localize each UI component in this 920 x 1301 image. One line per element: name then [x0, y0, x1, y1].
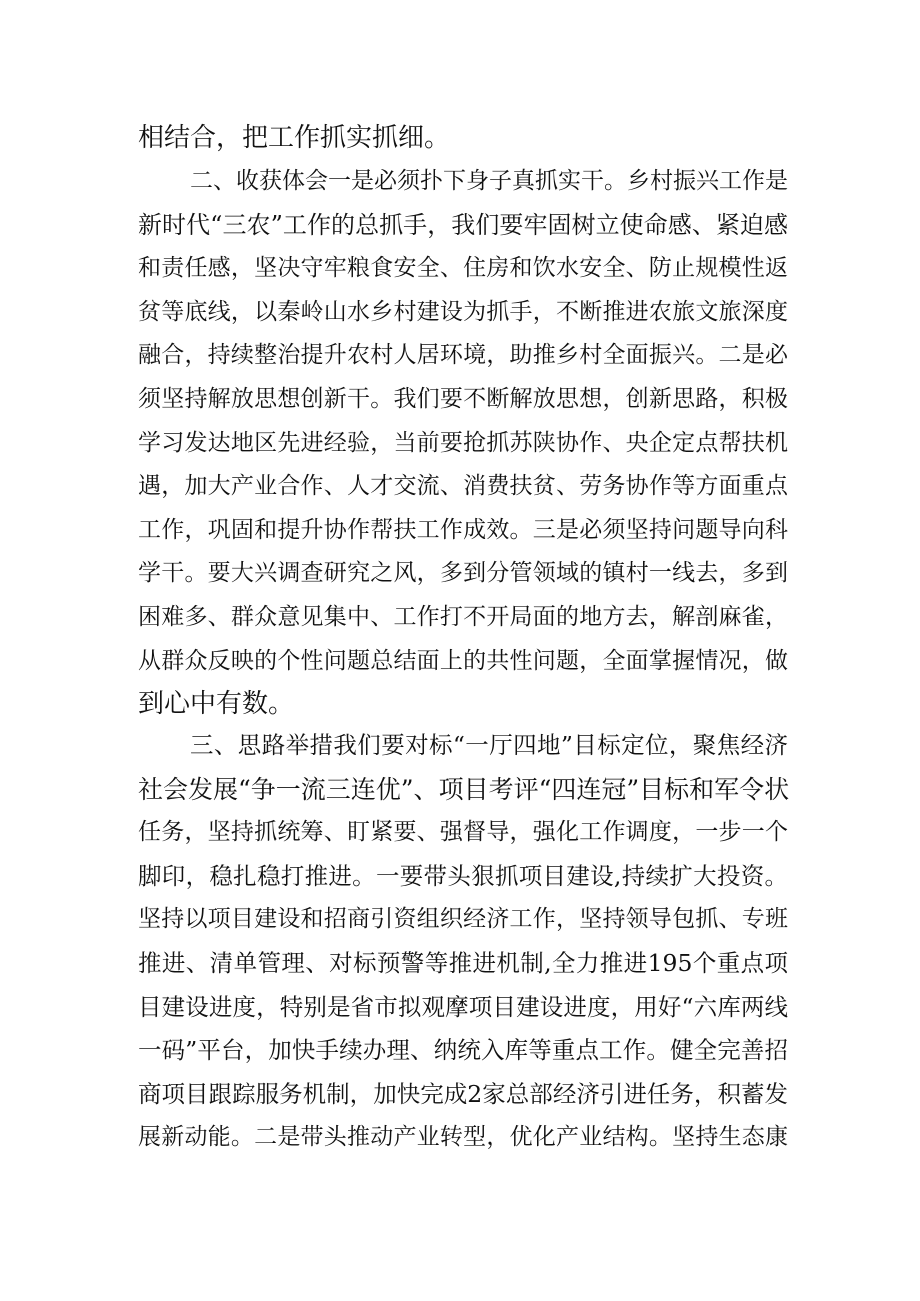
section-two-paragraph	[138, 160, 788, 727]
text-line: 新时代“三农”工作的总抓手，我们要牢固树立使命感、紧迫感	[138, 210, 788, 239]
text-line: 一码”平台，加快手续办理、纳统入库等重点工作。健全完善招	[138, 1036, 788, 1065]
text-line: 到心中有数。	[138, 689, 295, 720]
text-line: 和责任感，坚决守牢粮食安全、住房和饮水安全、防止规模性返	[138, 255, 788, 282]
text-line: 贫等底线，以秦岭山水乡村建设为抓手，不断推进农旅文旅深度	[138, 298, 788, 325]
text-line: 二、收获体会一是必须扑下身子真抓实干。乡村振兴工作是	[190, 168, 788, 194]
text-line: 从群众反映的个性问题总结面上的共性问题，全面掌握情况，做	[138, 647, 788, 674]
text-line: 须坚持解放思想创新干。我们要不断解放思想，创新思路，积极	[138, 385, 788, 412]
section-three-paragraph	[138, 724, 788, 1160]
text-line: 任务，坚持抓统筹、盯紧要、强督导，强化工作调度，一步一个	[138, 819, 788, 846]
text-line: 工作，巩固和提升协作帮扶工作成效。三是必须坚持问题导向科	[138, 516, 788, 543]
text-line: 学干。要大兴调查研究之风，多到分管领域的镇村一线去，多到	[138, 560, 788, 587]
text-line: 社会发展“争一流三连优”、项目考评“四连冠”目标和军令状	[138, 774, 790, 804]
text-line: 相结合，把工作抓实抓细。	[138, 123, 451, 153]
text-line: 商项目跟踪服务机制，加快完成2家总部经济引进任务，积蓄发	[138, 1079, 788, 1108]
text-line: 目建设进度，特别是省市拟观摩项目建设进度，用好“六库两线	[138, 992, 788, 1021]
text-line: 展新动能。二是带头推动产业转型，优化产业结构。坚持生态康	[138, 1124, 788, 1151]
text-line: 三、思路举措我们要对标“一厅四地”目标定位，聚焦经济	[190, 731, 788, 759]
text-line: 坚持以项目建设和招商引资组织经济工作，坚持领导包抓、专班	[138, 906, 788, 933]
text-line: 融合，持续整治提升农村人居环境，助推乡村全面振兴。二是必	[138, 342, 788, 369]
body-text-top	[138, 117, 788, 161]
text-line: 困难多、群众意见集中、工作打不开局面的地方去，解剖麻雀，	[138, 603, 788, 630]
text-line: 学习发达地区先进经验，当前要抢抓苏陕协作、央企定点帮扶机	[138, 429, 788, 456]
text-line: 脚印，稳扎稳打推进。一要带头狠抓项目建设,持续扩大投资。	[138, 861, 788, 890]
text-line: 遇，加大产业合作、人才交流、消费扶贫、劳务协作等方面重点	[138, 473, 788, 500]
text-line: 推进、清单管理、对标预警等推进机制,全力推进195个重点项	[138, 948, 788, 977]
